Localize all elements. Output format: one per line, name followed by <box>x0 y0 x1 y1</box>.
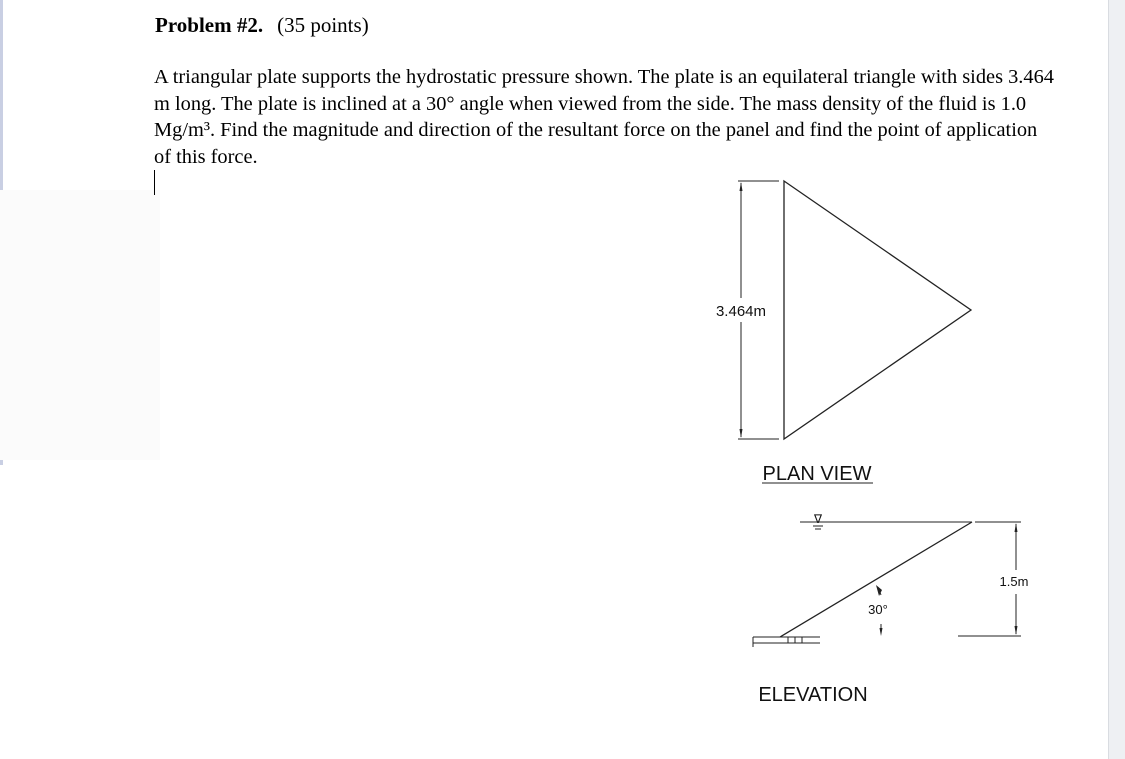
elevation-caption: ELEVATION <box>758 684 868 706</box>
background-shade <box>0 190 160 460</box>
plan-side-label: 3.464m <box>715 303 767 320</box>
vertical-scrollbar[interactable] <box>1108 0 1125 759</box>
depth-label: 1.5m <box>999 574 1029 589</box>
problem-title: Problem #2. <box>155 13 264 37</box>
plan-view-caption: PLAN VIEW <box>762 463 872 485</box>
problem-statement: A triangular plate supports the hydrostatic pressure shown. The plate is an equilateral triangle with sides 3.464 m long. The plate is inclined at a 30° angle when viewed from the side. The mass density of the fluid is 1.0 Mg/m³. Find the magnitude and direction of the resultant force on the panel and find the point of application of this force. <box>154 66 1054 168</box>
problem-points: (35 points) <box>277 13 369 37</box>
problem-heading <box>155 13 369 38</box>
water-surface-symbol: ∇ <box>813 512 823 526</box>
angle-label: 30° <box>868 602 888 617</box>
text-cursor <box>154 170 155 195</box>
